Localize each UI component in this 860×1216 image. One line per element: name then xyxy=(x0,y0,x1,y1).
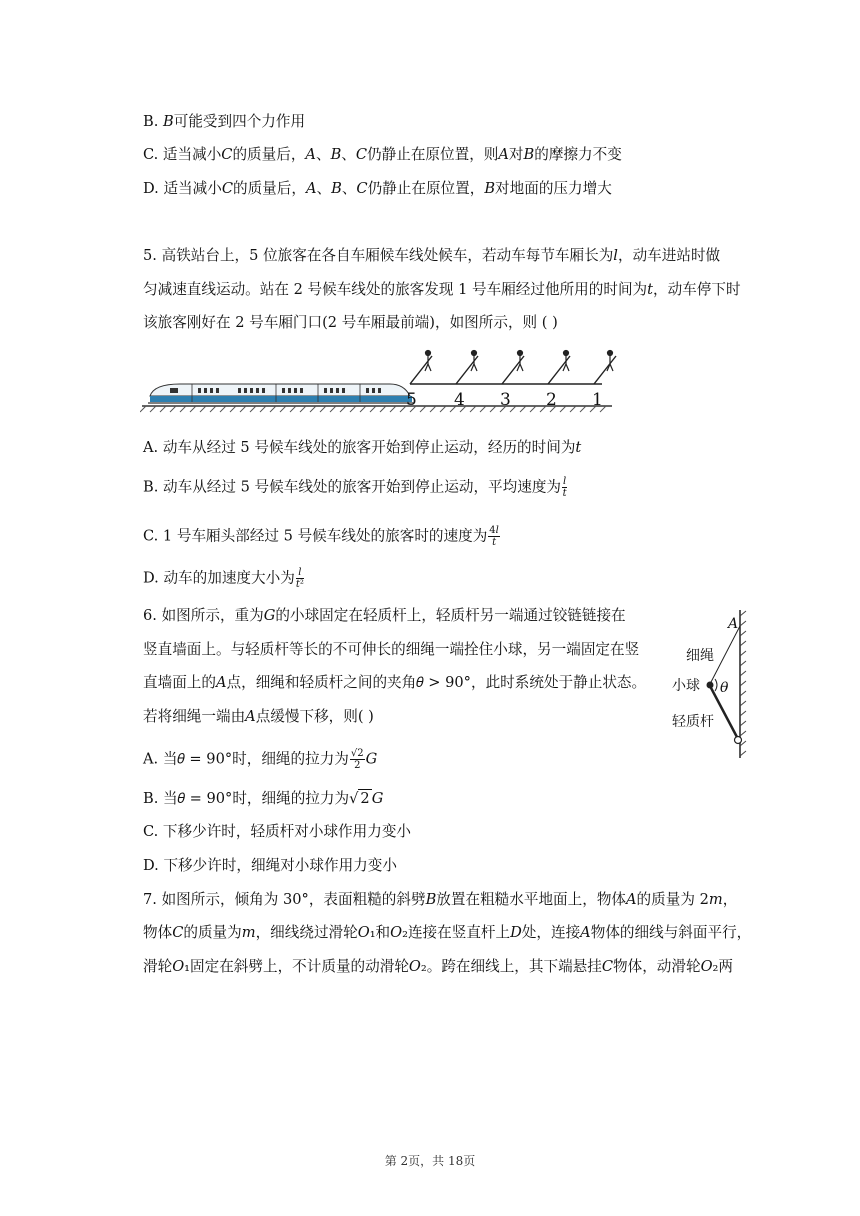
theta-label: θ xyxy=(720,680,729,696)
q6-option-a: A. 当𝜃 = 90°时，细绳的拉力为 $\frac{√2}{2}$ 𝐺 xyxy=(143,748,378,771)
rod-label: 轻质杆 xyxy=(672,714,714,730)
platform-number-5: 5 xyxy=(406,390,417,410)
q5-option-d: D. 动车的加速度大小为 $\frac{\text{𝑙}}{\text{𝑡²}}$ xyxy=(143,567,304,590)
q6-stem-line-4: 若将细绳一端由𝐴点缓慢下移，则( ) xyxy=(143,708,374,725)
q7-stem-line-2: 物体𝐶的质量为𝑚，细线绕过滑轮𝑂₁和𝑂₂连接在竖直杆上𝐷处，连接𝐴物体的细线与斜面平行， xyxy=(143,924,752,941)
platform-number-2: 2 xyxy=(546,390,557,410)
rope-label: 细绳 xyxy=(686,648,714,664)
q5-option-b: B. 动车从经过 5 号候车线处的旅客开始到停止运动，平均速度为 $\frac{\text{𝑙}}{\text{𝑡}}$ xyxy=(143,476,567,499)
q5-stem-line-2: 匀减速直线运动。站在 2 号候车线处的旅客发现 1 号车厢经过他所用的时间为𝑡，动车停下时 xyxy=(143,281,741,298)
q4-option-c: C. 适当减小𝐶的质量后，𝐴、𝐵、𝐶仍静止在原位置，则𝐴对𝐵的摩擦力不变 xyxy=(143,146,622,163)
ball-icon xyxy=(707,682,714,689)
train-icon xyxy=(148,384,414,403)
q6-stem-line-2: 竖直墙面上。与轻质杆等长的不可伸长的细绳一端拴住小球，另一端固定在竖 xyxy=(143,641,640,658)
q6-stem-line-1: 6. 如图所示，重为𝐺的小球固定在轻质杆上，轻质杆另一端通过铰链链接在 xyxy=(143,607,626,624)
q6-option-c: C. 下移少许时，轻质杆对小球作用力变小 xyxy=(143,823,412,840)
platform-number-4: 4 xyxy=(454,390,465,410)
page-footer: 第 2页，共 18页 xyxy=(384,1154,476,1168)
platform-number-3: 3 xyxy=(500,390,511,410)
q4-option-d: D. 适当减小𝐶的质量后，𝐴、𝐵、𝐶仍静止在原位置，𝐵对地面的压力增大 xyxy=(143,180,612,197)
q6-stem-line-3: 直墙面上的𝐴点，细绳和轻质杆之间的夹角𝜃 > 90°，此时系统处于静止状态。 xyxy=(143,674,647,691)
hinge-icon xyxy=(735,737,742,744)
fraction: $\frac{\text{𝑙}}{\text{𝑡²}}$ xyxy=(295,567,304,590)
fraction: $\frac{\text{𝑙}}{\text{𝑡}}$ xyxy=(562,476,567,499)
rod-rope-figure xyxy=(668,606,754,762)
platform-number-1: 1 xyxy=(592,390,603,410)
fraction: $\frac{\text{4𝑙}}{\text{𝑡}}$ xyxy=(489,525,499,548)
fraction: $\frac{√2}{2}$ xyxy=(350,748,364,771)
train-platform-figure xyxy=(140,344,620,414)
q5-stem-line-1: 5. 高铁站台上，5 位旅客在各自车厢候车线处候车，若动车每节车厢长为𝑙，动车进站时做 xyxy=(143,247,721,264)
q6-option-d: D. 下移少许时，细绳对小球作用力变小 xyxy=(143,857,397,874)
q5-stem-line-3: 该旅客刚好在 2 号车厢门口(2 号车厢最前端)，如图所示，则 ( ) xyxy=(143,314,558,331)
ball-label: 小球 xyxy=(672,678,700,694)
q6-option-b: B. 当𝜃 = 90°时，细绳的拉力为√ 2 𝐺 xyxy=(143,790,384,807)
q5-option-a: A. 动车从经过 5 号候车线处的旅客开始到停止运动，经历的时间为𝑡 xyxy=(143,439,582,456)
q7-stem-line-1: 7. 如图所示，倾角为 30°，表面粗糙的斜劈𝐵放置在粗糙水平地面上，物体𝐴的质量为 2𝑚， xyxy=(143,891,738,908)
q5-option-c: C. 1 号车厢头部经过 5 号候车线处的旅客时的速度为 $\frac{\text{4𝑙}}{\text{𝑡}}$ xyxy=(143,525,499,548)
point-a-label: A xyxy=(728,616,739,632)
q7-stem-line-3: 滑轮𝑂₁固定在斜劈上，不计质量的动滑轮𝑂₂。跨在细线上，其下端悬挂𝐶物体，动滑轮𝑂₂两 xyxy=(143,958,733,975)
q4-option-b: B. 𝐵可能受到四个力作用 xyxy=(143,113,306,130)
